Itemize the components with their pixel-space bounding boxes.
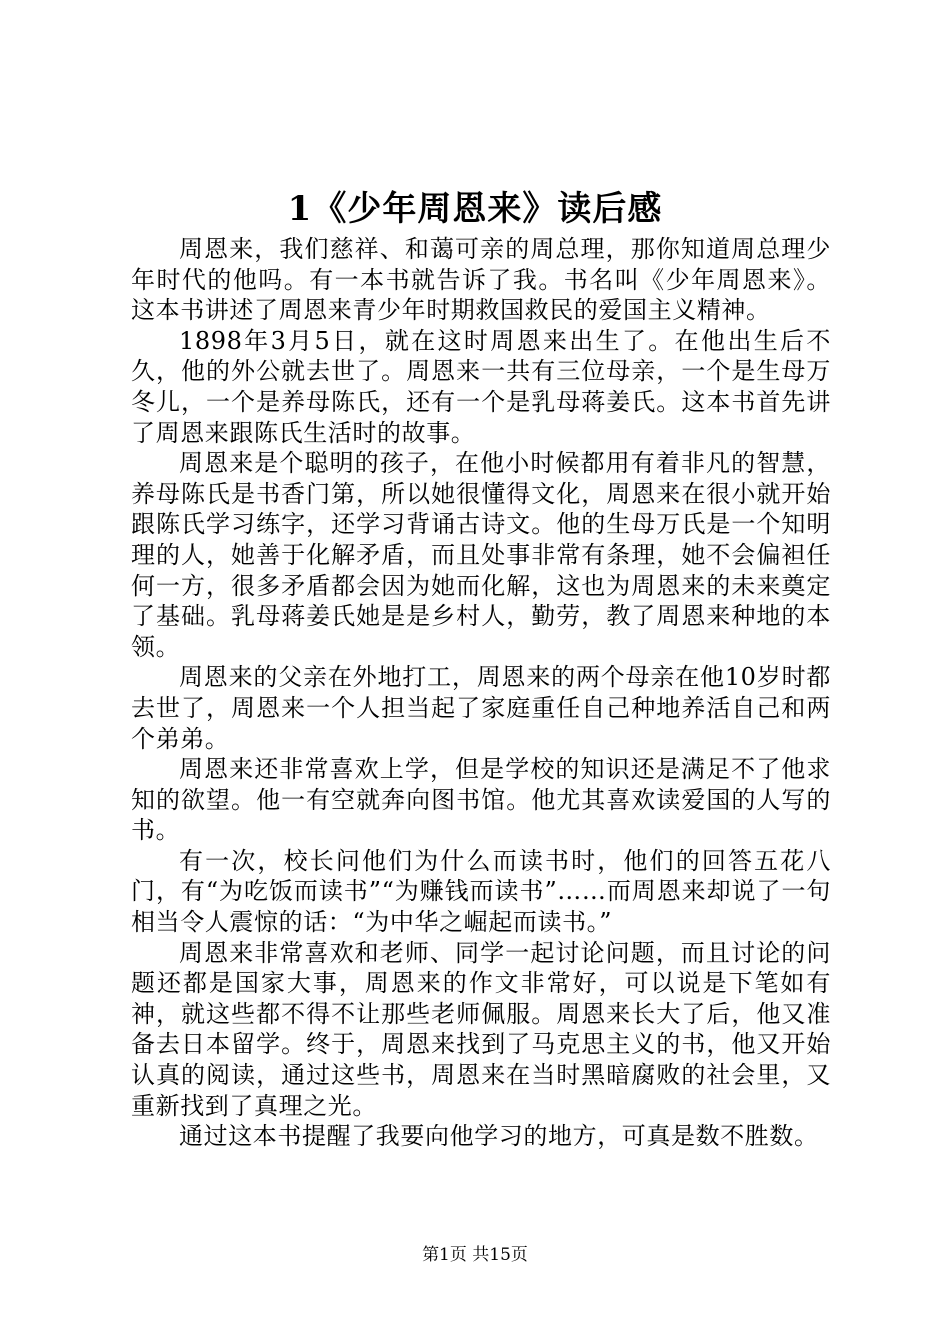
paragraph-7: 周恩来非常喜欢和老师、同学一起讨论问题，而且讨论的问题还都是国家大事，周恩来的作文非常好，可以说是下笔如有神，就这些都不得不让那些老师佩服。周恩来长大了后，他又准备去日本留学。终于，周恩来找到了马克思主义的书，他又开始认真的阅读，通过这些书，周恩来在当时黑暗腐败的社会里，又重新找到了真理之光。 [131, 938, 831, 1120]
paragraph-1: 周恩来，我们慈祥、和蔼可亲的周总理，那你知道周总理少年时代的他吗。有一本书就告诉了我。书名叫《少年周恩来》。这本书讲述了周恩来青少年时期救国救民的爱国主义精神。 [131, 235, 831, 325]
paragraph-4: 周恩来的父亲在外地打工，周恩来的两个母亲在他10岁时都去世了，周恩来一个人担当起了家庭重任自己种地养活自己和两个弟弟。 [131, 663, 831, 753]
document-title: 1《少年周恩来》读后感 [287, 189, 663, 229]
paragraph-6: 有一次，校长问他们为什么而读书时，他们的回答五花八门，有“为吃饭而读书”“为赚钱而读书”……而周恩来却说了一句相当令人震惊的话：“为中华之崛起而读书。” [131, 846, 831, 937]
paragraph-5: 周恩来还非常喜欢上学，但是学校的知识还是满足不了他求知的欲望。他一有空就奔向图书馆。他尤其喜欢读爱国的人写的书。 [131, 755, 831, 845]
page-number-footer: 第1页 共15页 [422, 1245, 528, 1265]
paragraph-3: 周恩来是个聪明的孩子，在他小时候都用有着非凡的智慧，养母陈氏是书香门第，所以她很懂得文化，周恩来在很小就开始跟陈氏学习练字，还学习背诵古诗文。他的生母万氏是一个知明理的人，她善于化解矛盾，而且处事非常有条理，她不会偏袒任何一方，很多矛盾都会因为她而化解，这也为周恩来的未来奠定了基础。乳母蒋姜氏她是是乡村人，勤劳，教了周恩来种地的本领。 [131, 449, 831, 661]
document-body [131, 234, 831, 1152]
paragraph-2: 1898年3月5日，就在这时周恩来出生了。在他出生后不久，他的外公就去世了。周恩来一共有三位母亲，一个是生母万冬儿，一个是养母陈氏，还有一个是乳母蒋姜氏。这本书首先讲了周恩来跟陈氏生活时的故事。 [131, 326, 831, 447]
paragraph-8: 通过这本书提醒了我要向他学习的地方，可真是数不胜数。 [179, 1122, 819, 1151]
